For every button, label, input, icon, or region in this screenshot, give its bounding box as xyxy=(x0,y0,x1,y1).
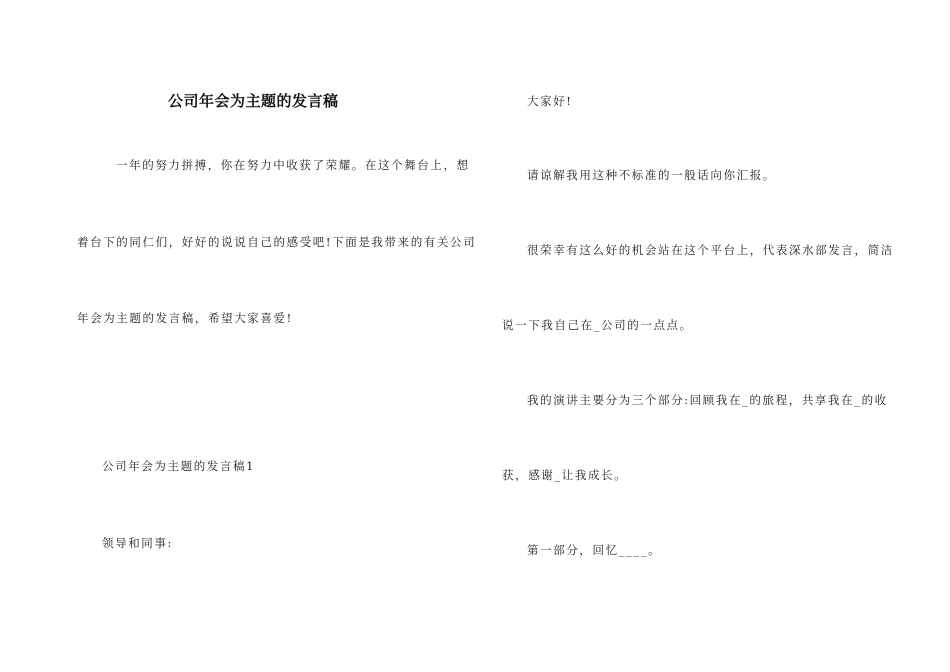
document-title: 公司年会为主题的发言稿 xyxy=(168,92,339,110)
intro-line-1: 一年的努力拼搏，你在努力中收获了荣耀。在这个舞台上，想 xyxy=(116,158,470,172)
paragraph-2-line-1: 很荣幸有这么好的机会站在这个平台上，代表深水部发言，简洁 xyxy=(527,243,894,257)
paragraph-3-line-1: 我的演讲主要分为三个部分:回顾我在_的旅程，共享我在_的收 xyxy=(527,393,888,407)
paragraph-3-line-2: 获，感谢_让我成长。 xyxy=(502,468,628,482)
intro-line-2: 着台下的同仁们，好好的说说自己的感受吧!下面是我带来的有关公司 xyxy=(77,235,477,249)
section-heading: 公司年会为主题的发言稿1 xyxy=(102,459,256,473)
right-column xyxy=(475,0,950,672)
paragraph-1: 请谅解我用这种不标准的一般话向你汇报。 xyxy=(527,168,776,182)
greeting: 大家好! xyxy=(527,94,573,108)
salutation: 领导和同事: xyxy=(102,536,173,550)
intro-line-3: 年会为主题的发言稿，希望大家喜爱! xyxy=(77,311,293,325)
paragraph-4: 第一部分，回忆____。 xyxy=(527,543,662,557)
paragraph-2-line-2: 说一下我自己在_公司的一点点。 xyxy=(502,318,693,332)
